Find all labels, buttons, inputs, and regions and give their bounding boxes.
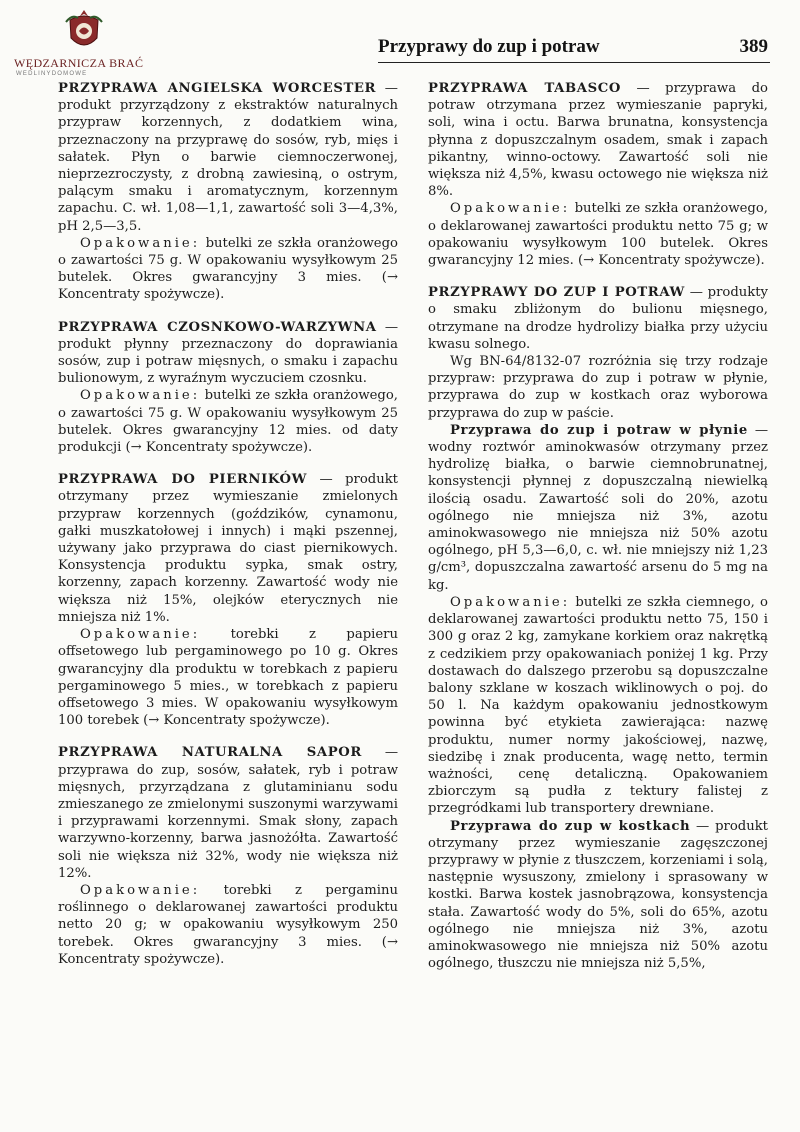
packaging-text: butelki ze szkła oranżowego, o zawartości 75 g. W opakowaniu wysyłkowym 25 butelek. Okres gwarancyjny 12 mies. od daty produkcji (→ Koncentraty spożywcze). <box>58 388 398 456</box>
right-column <box>428 72 768 972</box>
page-number: 389 <box>739 36 768 57</box>
entry-zupy <box>428 284 768 353</box>
entry-body: — produkt otrzymany przez wymieszanie zmielonych przypraw korzennych (goździków, cynamonu, gałki muszkatołowej i innych) i mąki pszennej, używany jako przyprawa do ciast piernikowych. Konsystencja produktu sypka, smak ostry, korzenny, zapach korzenny. Zawartość wody nie większa niż 15%, olejków eterycznych nie mniejsza niż 1%. <box>58 472 398 625</box>
entry-czosnkowa <box>58 319 398 388</box>
entry-heading: PRZYPRAWA TABASCO <box>428 81 621 96</box>
entry-body: — produkty o smaku zbliżonym do bulionu mięsnego, otrzymane na drodze hydrolizy białka przy użyciu kwasu solnego. <box>428 285 768 352</box>
packaging-text: torebki z pergaminu roślinnego o deklarowanej zawartości produktu netto 20 g; w opakowaniu wysyłkowym 250 torebek. Okres gwarancyjny 3 mies. (→ Koncentraty spożywcze). <box>58 882 398 967</box>
packaging-label: Opakowanie: <box>450 594 571 610</box>
entry-tabasco <box>428 80 768 200</box>
packaging-label: Opakowanie: <box>80 388 201 404</box>
entry-heading: PRZYPRAWA DO PIERNIKÓW <box>58 472 308 488</box>
entry-body: — przyprawa do zup, sosów, sałatek, ryb i potraw mięsnych, przyrządzana z glutaminianu sodu zmieszanego ze zmielonymi suszonymi warzywami i przyprawami korzennymi. Smak słony, zapach warzywno-korzenny, barwa jasnożółta. Zawartość soli nie większa niż 32%, wody nie większa niż 12%. <box>58 745 398 881</box>
packaging-text: torebki z papieru offsetowego lub pergaminowego po 10 g. Okres gwarancyjny dla produktu w torebkach z papieru pergaminowego 5 mies., w torebkach z papieru offsetowego 3 mies. W opakowaniu wysyłkowym 100 torebek (→ Koncentraty spożywcze). <box>58 627 398 729</box>
entry-piernikow <box>58 471 398 626</box>
packaging-paragraph <box>58 235 398 304</box>
logo-subtitle: WEDLINYDOMOWE <box>16 71 88 77</box>
packaging-paragraph <box>58 626 398 729</box>
logo-name: WĘDZARNICZA BRAĆ <box>14 56 144 70</box>
header-title: Przyprawy do zup i potraw <box>378 36 600 57</box>
entry-body: — produkt przyrządzony z ekstraktów naturalnych przypraw korzennych, z dodatkiem wina, przeznaczony na przyprawę do sosów, ryb, mięs i sałatek. Płyn o barwie ciemnoczerwonej, nieprzezroczysty, z drobną zawiesiną, o ostrym, palącym smaku i aromatycznym, korzennym zapachu. C. wł. 1,08—1,1, zawartość soli 3—4,3%, pH 2,5—3,5. <box>58 81 398 234</box>
running-header <box>378 36 768 58</box>
crest-icon <box>62 8 106 54</box>
packaging-text: butelki ze szkła oranżowego, o deklarowanej zawartości produktu netto 75 g; w opakowaniu wysyłkowym 100 butelek. Okres gwarancyjny 12 mies. (→ Koncentraty spożywcze). <box>428 201 768 269</box>
entry-angielska <box>58 80 398 235</box>
packaging-text: butelki ze szkła ciemnego, o deklarowanej zawartości produktu netto 75, 150 i 300 g oraz 2 kg, zamykane korkiem oraz nakrętką z cedzikiem przy opakowaniach poniżej 1 kg. Przy dostawach do dalszego przerobu są dopuszczalne balony szklane w koszach wiklinowych o poj. do 50 l. Na każdym opakowaniu jednostkowym powinna być etykieta zawierająca: nazwę produktu, numer normy jakościowej, nazwę, siedzibę i znak producenta, wagę netto, termin ważności, cenę detaliczną. Opakowaniem zbiorczym są pudła z tektury falistej z przegródkami lub transportery drewniane. <box>428 594 768 817</box>
left-column <box>58 72 398 968</box>
packaging-paragraph <box>428 594 768 818</box>
packaging-paragraph <box>58 387 398 456</box>
packaging-label: Opakowanie: <box>80 882 201 898</box>
packaging-text: butelki ze szkła oranżowego o zawartości 75 g. W opakowaniu wysyłkowym 25 butelek. Okres gwarancyjny 3 mies. (→ Koncentraty spożywcze). <box>58 235 398 303</box>
packaging-paragraph <box>428 200 768 269</box>
packaging-paragraph <box>58 882 398 968</box>
entry-sapor <box>58 744 398 882</box>
entry-body: — przyprawa do potraw otrzymana przez wymieszanie papryki, soli, wina i octu. Barwa brunatna, konsystencja płynna z dopuszczalnym osadem, smak i zapach pikantny, winno-octowy. Zawartość soli nie większa niż 4,5%, kwasu octowego nie większa niż 8%. <box>428 81 768 200</box>
packaging-label: Opakowanie: <box>80 627 201 643</box>
entry-heading: PRZYPRAWA NATURALNA SAPOR <box>58 745 362 761</box>
packaging-label: Opakowanie: <box>80 235 201 251</box>
subentry-body: — wodny roztwór aminokwasów otrzymany przez hydrolizę białka, o barwie ciemnobrunatnej, konsystencji płynnej z dopuszczalną niewielką ilością osadu. Zawartość soli do 20%, azotu ogólnego nie mniejsza niż 3%, azotu aminokwasowego nie mniejsza niż 50% azotu ogólnego, pH 5,3—6,0, c. wł. nie mniejszy niż 1,23 g/cm³, dopuszczalna zawartość arsenu do 5 mg na kg. <box>428 422 768 593</box>
header-rule <box>378 62 770 63</box>
subentry-heading: Przyprawa do zup i potraw w płynie <box>450 422 748 438</box>
subentry-heading: Przyprawa do zup w kostkach <box>450 818 691 834</box>
entry-body: — produkt płynny przeznaczony do doprawiania sosów, zup i potraw mięsnych, o smaku i zapachu bulionowym, z wyraźnym wyczuciem czosnku. <box>58 319 398 387</box>
subentry-cubes <box>428 818 768 973</box>
entry-heading: PRZYPRAWA CZOSNKOWO-WARZYWNA <box>58 319 377 335</box>
subentry-body: — produkt otrzymany przez wymieszanie zagęszczonej przyprawy w płynie z tłuszczem, korzeniami i solą, następnie wysuszony, zmielony i sprasowany w kostki. Barwa kostek jasnobrązowa, konsystencja stała. Zawartość wody do 5%, soli do 65%, azotu ogólnego nie mniejsza niż 3%, azotu aminokwasowego nie mniejsza niż 50% azotu ogólnego, tłuszczu nie mniejsza niż 5,5%, <box>428 818 768 972</box>
norm-paragraph: Wg BN-64/8132-07 rozróżnia się trzy rodzaje przypraw: przyprawa do zup i potraw w płynie, przyprawa do zup w kostkach oraz wyborowa przyprawa do zup w paście. <box>428 354 768 421</box>
entry-heading: PRZYPRAWY DO ZUP I POTRAW <box>428 285 685 301</box>
subentry-liquid <box>428 422 768 594</box>
entry-heading: PRZYPRAWA ANGIELSKA WORCESTER <box>58 81 377 96</box>
packaging-label: Opakowanie: <box>450 201 571 217</box>
